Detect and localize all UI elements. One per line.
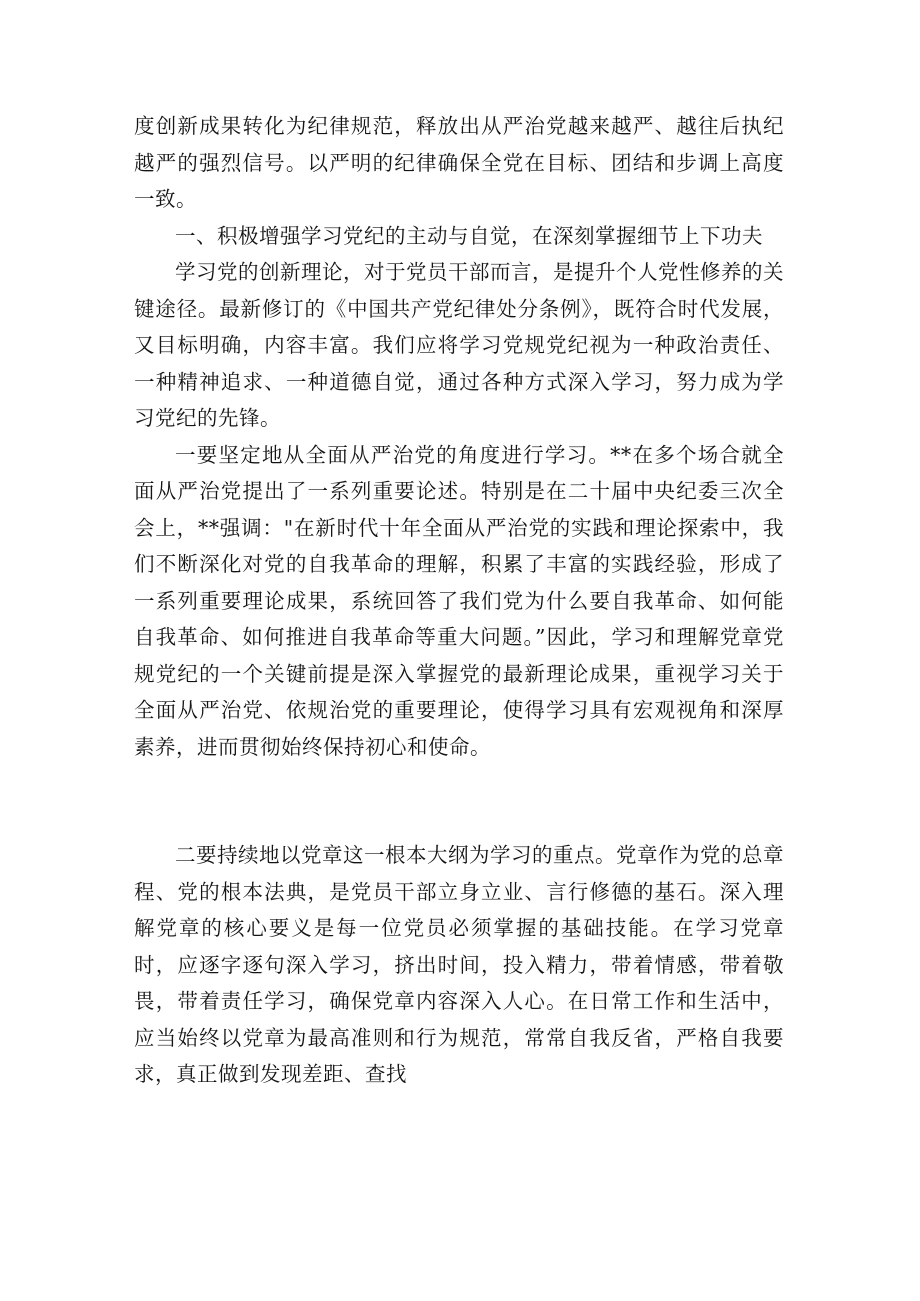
paragraph-gap [134,765,784,837]
paragraph-continuation: 度创新成果转化为纪律规范，释放出从严治党越来越严、越往后执纪越严的强烈信号。以严明的纪律确保全党在目标、团结和步调上高度一致。 [134,114,784,211]
paragraph-point-one: 一要坚定地从全面从严治党的角度进行学习。**在多个场合就全面从严治党提出了一系列重要论述。特别是在二十届中央纪委三次全会上，**强调："在新时代十年全面从严治党的实践和理论探索中，我们不断深化对党的自我革命的理解，积累了丰富的实践经验，形成了一系列重要理论成果，系统回答了我们党为什么要自我革命、如何能自我革命、如何推进自我革命等重大问题。”因此，学习和理解党章党规党纪的一个关键前提是深入掌握党的最新理论成果，重视学习关于全面从严治党、依规治党的重要理论，使得学习具有宏观视角和深厚素养，进而贯彻始终保持初心和使命。 [134,442,784,759]
section-heading: 一、积极增强学习党纪的主动与自觉，在深刻掌握细节上下功夫 [175,223,763,248]
paragraph-point-two: 二要持续地以党章这一根本大纲为学习的重点。党章作为党的总章程、党的根本法典，是党员干部立身立业、言行修德的基石。深入理解党章的核心要义是每一位党员必须掌握的基础技能。在学习党章时，应逐字逐句深入学习，挤出时间，投入精力，带着情感，带着敬畏，带着责任学习，确保党章内容深入人心。在日常工作和生活中，应当始终以党章为最高准则和行为规范，常常自我反省，严格自我要求，真正做到发现差距、查找 [134,843,784,1086]
paragraph-study-theory: 学习党的创新理论，对于党员干部而言，是提升个人党性修养的关键途径。最新修订的《中国共产党纪律处分条例》，既符合时代发展，又目标明确，内容丰富。我们应将学习党规党纪视为一种政治责任、一种精神追求、一种道德自觉，通过各种方式深入学习，努力成为学习党纪的先锋。 [134,260,784,430]
document-page [134,108,784,1093]
